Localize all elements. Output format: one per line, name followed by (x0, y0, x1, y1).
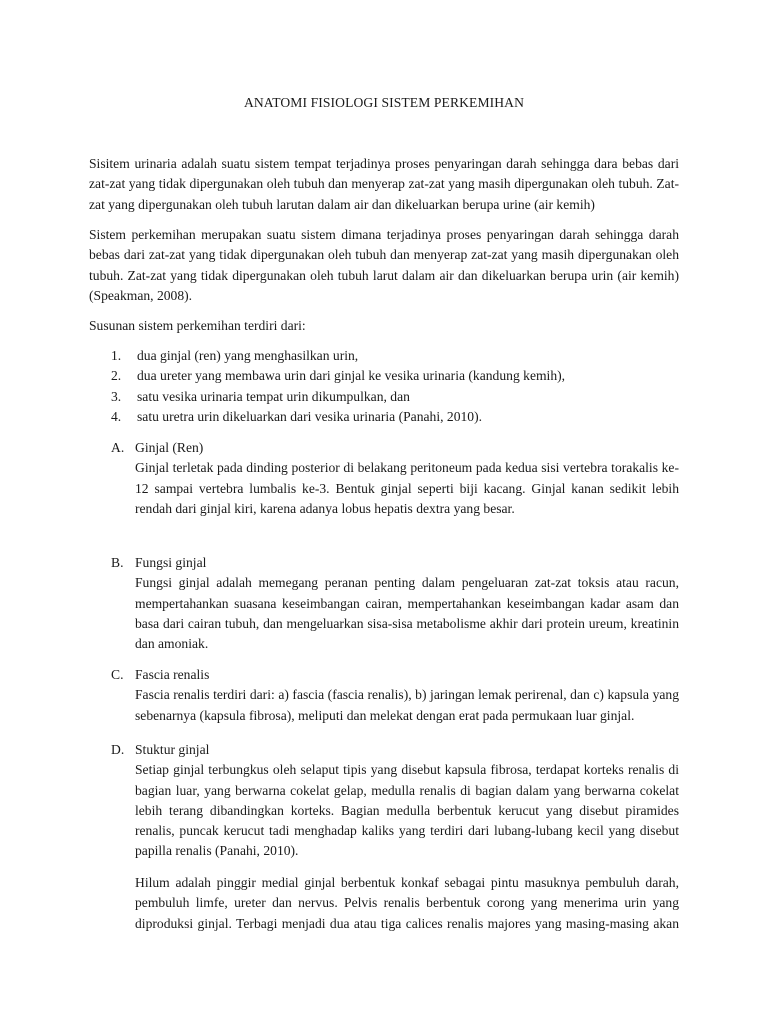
list-item-text: satu uretra urin dikeluarkan dari vesika urinaria (Panahi, 2010). (137, 408, 483, 424)
section-letter: C. (111, 667, 124, 682)
section-fungsi-ginjal (111, 553, 679, 654)
list-item (111, 366, 671, 386)
list-item-text: satu vesika urinaria tempat urin dikumpulkan, dan (137, 388, 410, 404)
section-letter: A. (111, 440, 125, 455)
section-fascia-renalis (111, 665, 679, 726)
list-item (111, 407, 671, 427)
list-item-text: dua ureter yang membawa urin dari ginjal ke vesika urinaria (kandung kemih), (137, 368, 566, 384)
section-ginjal (111, 438, 679, 519)
list-number: 2. (111, 368, 122, 384)
section-body: Ginjal terletak pada dinding posterior di belakang peritoneum pada kedua sisi vertebra torakalis ke-12 sampai vertebra lumbalis ke-3. Bentuk ginjal seperti biji kacang. Ginjal kanan sedikit lebih rendah dari ginjal kiri, karena adanya lobus hepatis dextra yang besar. (135, 460, 679, 516)
list-number: 3. (111, 388, 122, 404)
list-number: 4. (111, 408, 122, 424)
numbered-list (111, 346, 671, 427)
section-heading: Fungsi ginjal (135, 555, 207, 570)
section-body: Setiap ginjal terbungkus oleh selaput tipis yang disebut kapsula fibrosa, terdapat korteks renalis di bagian luar, yang berwarna cokelat gelap, medulla renalis di bagian dalam yang berwarna cokelat lebih terang dibandingkan korteks. Bagian medulla berbentuk kerucut yang disebut piramides renalis, puncak kerucut tadi menghadap kaliks yang terdiri dari lubang-lubang kecil yang disebut papilla renalis (Panahi, 2010). (135, 762, 679, 859)
intro-paragraph-2: Sistem perkemihan merupakan suatu sistem dimana terjadinya proses penyaringan darah sehingga darah bebas dari zat-zat yang tidak dipergunakan oleh tubuh dan menyerap zat-zat yang masih dipergunakan oleh tubuh. Zat-zat yang tidak dipergunakan oleh tubuh larut dalam air dan dikeluarkan berupa urin (air kemih) (Speakman, 2008). (89, 227, 679, 303)
section-letter: D. (111, 742, 125, 757)
list-item-text: dua ginjal (ren) yang menghasilkan urin, (137, 348, 359, 363)
section-heading: Fascia renalis (135, 667, 210, 682)
list-intro: Susunan sistem perkemihan terdiri dari: (89, 318, 306, 333)
list-item (111, 346, 671, 366)
intro-paragraph-1: Sisitem urinaria adalah suatu sistem tempat terjadinya proses penyaringan darah sehingga dara bebas dari zat-zat yang tidak dipergunakan oleh tubuh dan menyerap zat-zat yang masih dipergunakan oleh tubuh. Zat-zat yang dipergunakan oleh tubuh larutan dalam air dan dikeluarkan berupa urine (air kemih) (89, 156, 679, 212)
section-body: Fungsi ginjal adalah memegang peranan penting dalam pengeluaran zat-zat toksis atau racun, mempertahankan suasana keseimbangan cairan, mempertahankan keseimbangan kadar asam dan basa dari cairan tubuh, dan mengeluarkan sisa-sisa metabolisme akhir dari protein ureum, kreatinin dan amoniak. (135, 575, 679, 652)
section-letter: B. (111, 555, 124, 570)
list-number: 1. (111, 348, 122, 363)
section-struktur-ginjal (111, 740, 679, 862)
page-title: ANATOMI FISIOLOGI SISTEM PERKEMIHAN (243, 95, 525, 110)
section-body: Fascia renalis terdiri dari: a) fascia (fascia renalis), b) jaringan lemak perirenal, dan c) kapsula yang sebenarnya (kapsula fibrosa), meliputi dan melekat dengan erat pada permukaan luar ginjal. (135, 687, 679, 723)
list-item (111, 387, 671, 407)
section-heading: Stuktur ginjal (135, 742, 210, 757)
hilum-paragraph: Hilum adalah pinggir medial ginjal berbentuk konkaf sebagai pintu masuknya pembuluh darah, pembuluh limfe, ureter dan nervus. Pelvis renalis berbentuk corong yang menerima urin yang diproduksi ginjal. Terbagi menjadi dua atau tiga calices renalis majores yang masing-masing akan (135, 875, 679, 931)
section-heading: Ginjal (Ren) (135, 440, 204, 455)
